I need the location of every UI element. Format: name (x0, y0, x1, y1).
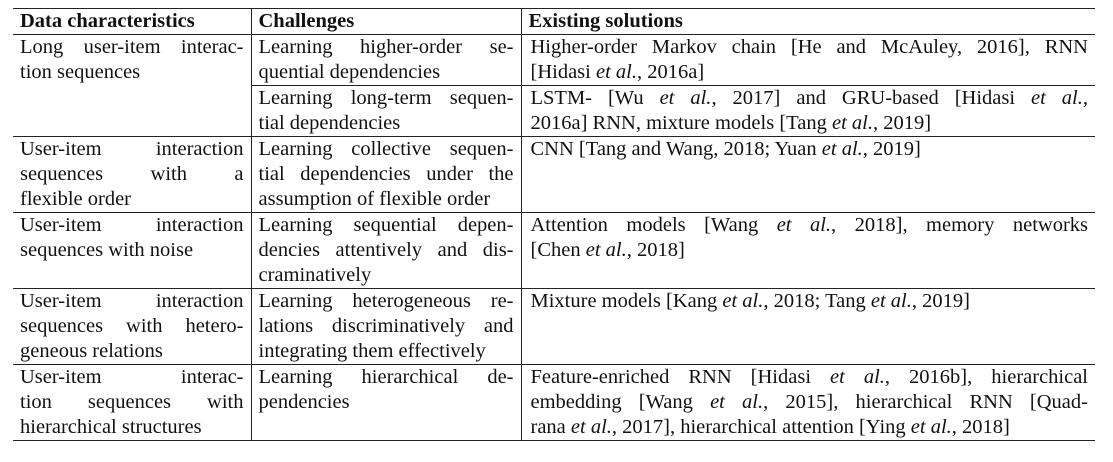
solution-line: LSTM- [Wu et al., 2017] and GRU-based [Hidasi et al., (530, 87, 1089, 109)
challenge-line: Learning sequential depen- (258, 214, 514, 236)
solution-line: Mixture models [Kang et al., 2018; Tang et al., 2019] (530, 290, 970, 312)
data-characteristic-cell (13, 213, 251, 289)
data-characteristic-cell (13, 289, 251, 365)
challenge-line: craminatively (258, 264, 372, 286)
solution-line: Higher-order Markov chain [He and McAuley, 2016], RNN (530, 36, 1088, 58)
challenge-line: quential dependencies (258, 61, 441, 83)
header-row (13, 9, 1095, 35)
header-challenges: Challenges (251, 9, 521, 35)
citation-etal: et al. (659, 87, 712, 109)
table-row (13, 289, 1095, 365)
characteristic-line: User-item interac- (20, 366, 244, 388)
challenge-line: tial dependencies (258, 112, 401, 134)
challenge-line: Learning heterogeneous re- (258, 290, 514, 312)
citation-etal: et al. (722, 290, 764, 312)
header-existing-solutions: Existing solutions (521, 9, 1095, 35)
challenge-line: lations discriminatively and (258, 315, 514, 337)
characteristic-line: flexible order (20, 188, 131, 210)
challenge-cell (251, 35, 521, 86)
citation-etal: et al. (830, 366, 885, 388)
characteristic-line: hierarchical structures (20, 416, 202, 438)
challenge-line: Learning hierarchical de- (258, 366, 514, 388)
characteristic-line: geneous relations (20, 340, 163, 362)
header-data-characteristics: Data characteristics (13, 9, 251, 35)
citation-etal: et al. (1031, 87, 1083, 109)
citation-etal: et al. (776, 214, 832, 236)
characteristic-line: sequences with a (20, 163, 244, 185)
citation-etal: et al. (710, 391, 764, 413)
table-body (13, 35, 1095, 441)
citation-etal: et al. (570, 416, 612, 438)
citation-etal: et al. (821, 138, 863, 160)
solution-line: embedding [Wang et al., 2015], hierarchical RNN [Quad- (530, 391, 1088, 413)
challenge-cell (251, 137, 521, 213)
challenge-line: Learning higher-order se- (258, 36, 514, 58)
citation-etal: et al. (595, 61, 637, 83)
table-row (13, 365, 1095, 441)
table-row (13, 35, 1095, 86)
citation-etal: et al. (585, 239, 627, 261)
solutions-cell (521, 213, 1095, 289)
challenge-line: dencies attentively and dis- (258, 239, 514, 261)
characteristic-line: User-item interaction (20, 138, 244, 160)
solution-line: Attention models [Wang et al., 2018], memory networks (530, 214, 1088, 236)
solution-line: rana et al., 2017], hierarchical attention [Ying et al., 2018] (530, 416, 1010, 438)
solution-line: [Hidasi et al., 2016a] (530, 61, 705, 83)
solutions-cell (521, 35, 1095, 86)
solution-line: Feature-enriched RNN [Hidasi et al., 2016b], hierarchical (530, 366, 1089, 388)
solutions-cell (521, 365, 1095, 441)
solutions-cell (521, 137, 1095, 213)
characteristic-line: sequences with hetero- (20, 315, 244, 337)
challenge-line: Learning collective sequen- (258, 138, 514, 160)
challenge-cell (251, 289, 521, 365)
solutions-cell (521, 86, 1095, 137)
solution-line: [Chen et al., 2018] (530, 239, 685, 261)
challenge-line: integrating them effectively (258, 340, 486, 362)
challenge-line: assumption of flexible order (258, 188, 491, 210)
solutions-table (13, 8, 1095, 441)
solution-line: CNN [Tang and Wang, 2018; Yuan et al., 2019] (530, 138, 921, 160)
data-characteristic-cell (13, 137, 251, 213)
characteristic-line: sequences with noise (20, 239, 194, 261)
data-characteristic-cell (13, 35, 251, 137)
characteristic-line: tion sequences with (20, 391, 244, 413)
citation-etal: et al. (910, 416, 952, 438)
characteristic-line: User-item interaction (20, 290, 244, 312)
characteristic-line: Long user-item interac- (20, 36, 244, 58)
challenge-cell (251, 86, 521, 137)
characteristic-line: User-item interaction (20, 214, 244, 236)
challenge-line: tial dependencies under the (258, 163, 514, 185)
table-row (13, 213, 1095, 289)
solution-line: 2016a] RNN, mixture models [Tang et al., 2019] (530, 112, 932, 134)
solutions-cell (521, 289, 1095, 365)
citation-etal: et al. (831, 112, 873, 134)
table-row (13, 137, 1095, 213)
challenge-line: Learning long-term sequen- (258, 87, 514, 109)
challenge-cell (251, 213, 521, 289)
challenge-cell (251, 365, 521, 441)
data-characteristic-cell (13, 365, 251, 441)
citation-etal: et al. (870, 290, 912, 312)
characteristic-line: tion sequences (20, 61, 141, 83)
challenge-line: pendencies (258, 391, 350, 413)
